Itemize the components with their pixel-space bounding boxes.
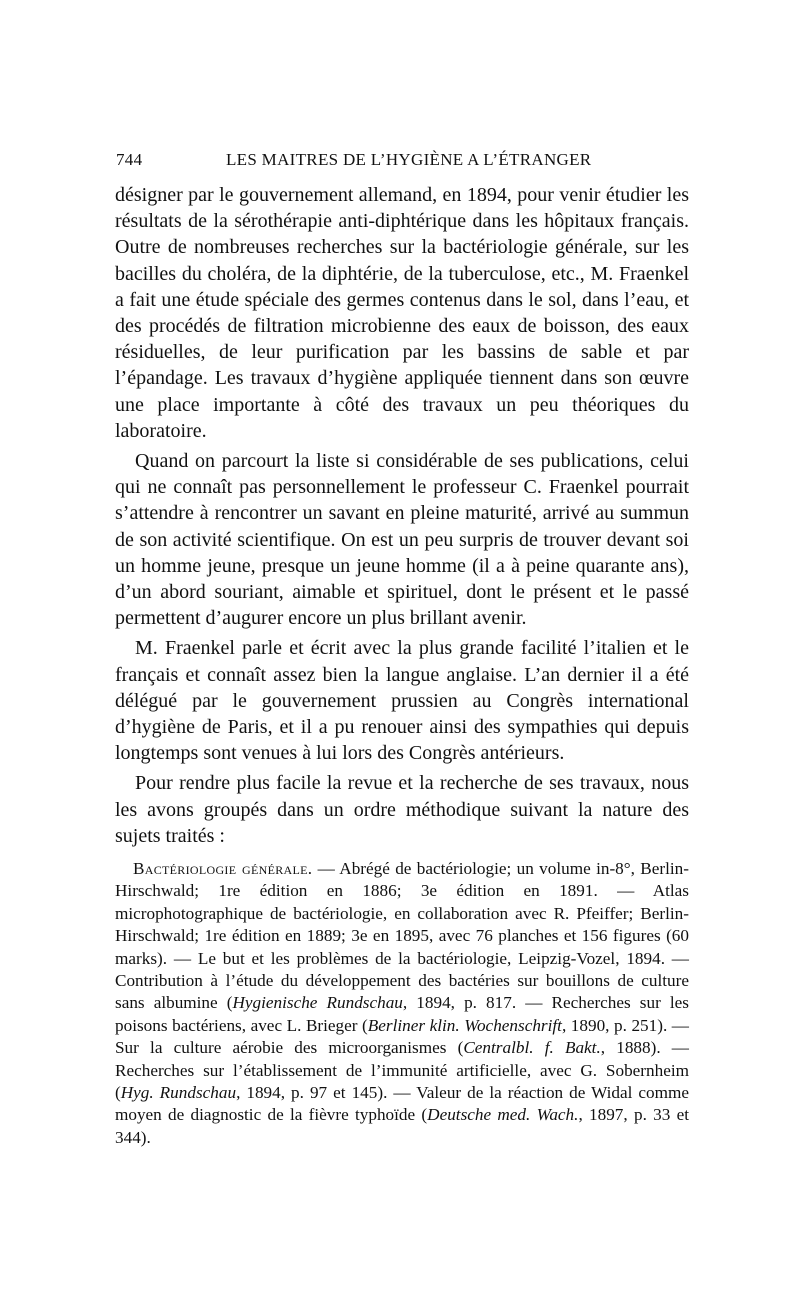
citation-text: , 1890, p. 251). — Sur la culture aérobie des microorganismes ( xyxy=(115,1015,689,1058)
citation-text: , 1894, p. 97 et 145). — Valeur de la réaction de Widal comme moyen de diagnostic de la fièvre typhoïde ( xyxy=(115,1083,689,1125)
journal-title: Hyg. Rundschau xyxy=(120,1083,237,1103)
citation-text: — Abrégé de bactériologie; un volume in-8°, Berlin-Hirschwald; 1re édition en 1886; 3e édition en 1891. — Atlas microphotographique de bactériologie, en collaboration avec R. Pfeiffer; Berlin-Hirschwald; 1re édition en 1889; 3e en 1895, avec 76 planches et 156 figures (60 marks). — Le but et les problèmes de la bactériologie, Leipzig-Vozel, 1894. — Contribution à l’étude du développement des bactéries sur bouillons de culture sans albumine ( xyxy=(115,859,689,1013)
paragraph: désigner par le gouvernement allemand, en 1894, pour venir étudier les résultats de la sérothérapie anti-diphtérique dans les hôpitaux français. Outre de nombreuses recherches sur la bactériologie générale, sur les bacilles du choléra, de la diphtérie, de la tuberculose, etc., M. Fraenkel a fait une étude spéciale des germes contenus dans le sol, dans l’eau, et des procédés de filtration microbienne des eaux de boisson, des eaux résiduelles, de leur purification par les bassins de sable et par l’épandage. Les travaux d’hygiène appliquée tiennent dans son œuvre une place importante à côté des travaux un peu théoriques du laboratoire. xyxy=(115,184,689,442)
running-title: LES MAITRES DE L’HYGIÈNE A L’ÉTRANGER xyxy=(226,150,592,169)
citation-text: , 1897, p. 33 et 344). xyxy=(115,1105,690,1147)
page-number: 744 xyxy=(116,150,143,169)
bibliography-entry xyxy=(115,858,689,1149)
paragraph: Quand on parcourt la liste si considérable de ses publications, celui qui ne connaît pas personnellement le professeur C. Fraenkel pourrait s’attendre à rencontrer un savant en pleine maturité, arrivé au summun de son activité scientifique. On est un peu surpris de trouver devant soi un homme jeune, presque un jeune homme (il a à peine quarante ans), d’un abord souriant, aimable et spirituel, dont le présent et le passé permettent d’augurer encore un plus brillant avenir. xyxy=(115,450,689,630)
journal-title: Hygienische Rundschau xyxy=(232,993,403,1013)
citation-text: , 1894, p. 817. — Recherches sur les poisons bactériens, avec L. Brieger ( xyxy=(115,993,689,1035)
citation-text: , 1888). — Recherches sur l’établissement de l’immunité artificielle, avec G. Sobernheim ( xyxy=(115,1038,689,1103)
body-text xyxy=(115,182,689,853)
paragraph: Pour rendre plus facile la revue et la recherche de ses travaux, nous les avons groupés dans un ordre méthodique suivant la nature des sujets traités : xyxy=(115,772,689,847)
journal-title: Centralbl. f. Bakt. xyxy=(463,1038,601,1058)
section-heading: Bactériologie générale. xyxy=(133,859,313,878)
journal-title: Deutsche med. Wach. xyxy=(427,1105,579,1125)
bibliography-section xyxy=(115,858,689,1149)
journal-title: Berliner klin. Wochenschrift xyxy=(367,1015,562,1035)
paragraph: M. Fraenkel parle et écrit avec la plus grande facilité l’italien et le français et connaît assez bien la langue anglaise. L’an dernier il a été délégué par le gouvernement prussien au Congrès international d’hygiène de Paris, et il a pu renouer ainsi des sympathies qui depuis longtemps sont venues à lui lors des Congrès antérieurs. xyxy=(115,637,689,765)
